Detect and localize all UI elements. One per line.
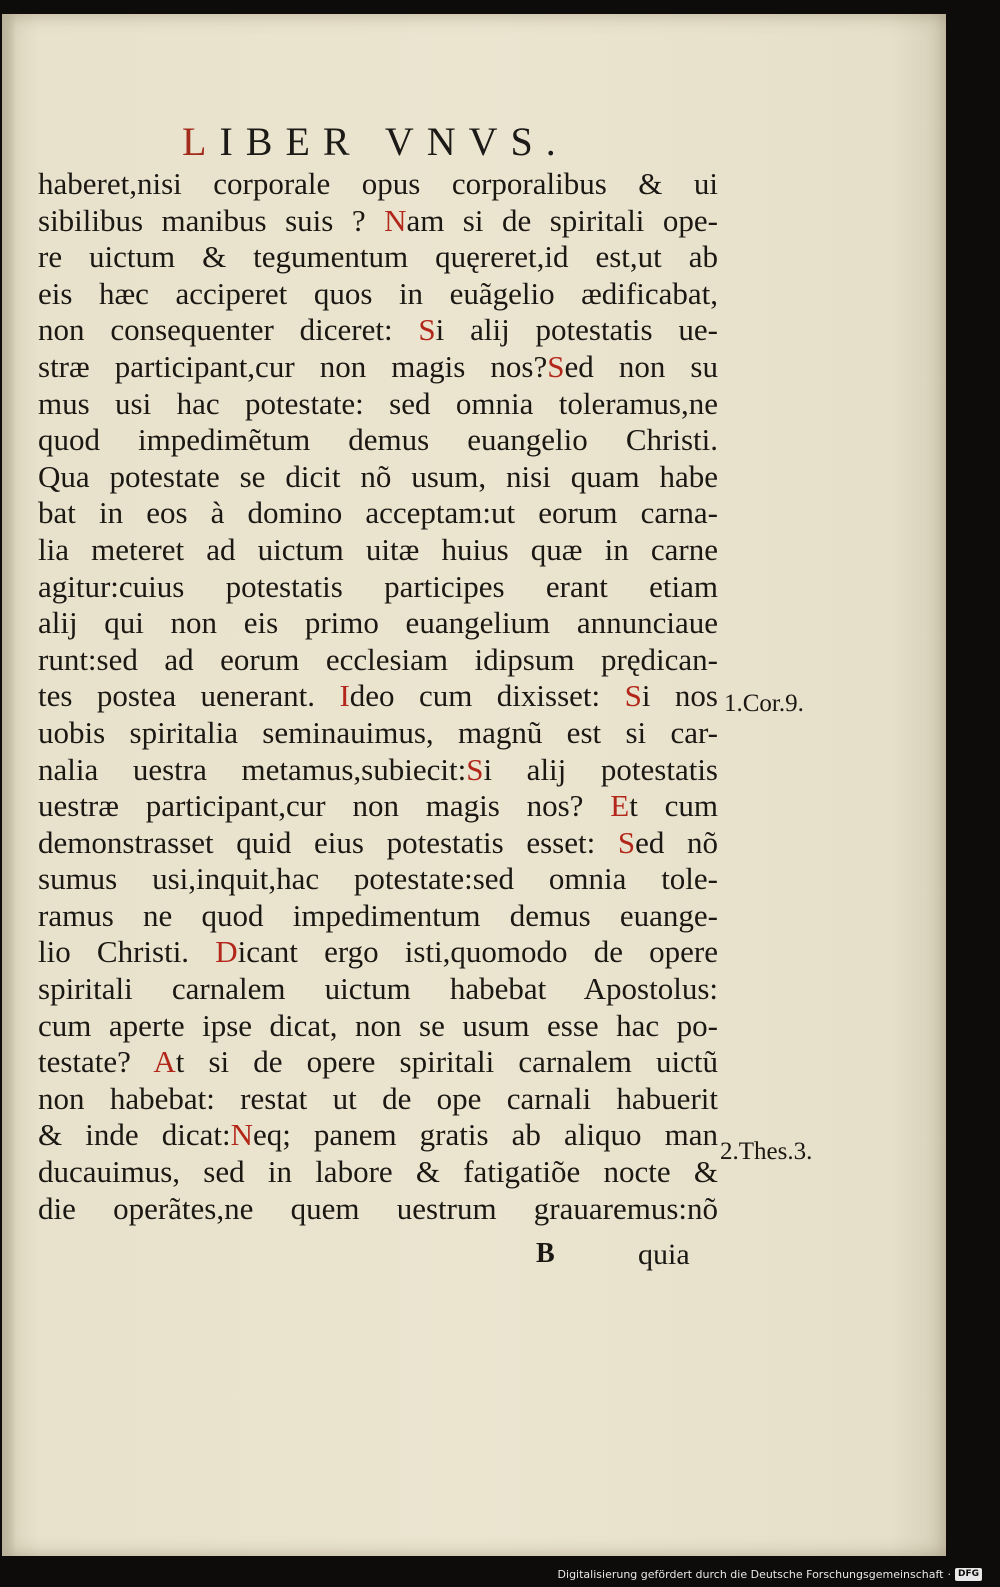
text-line — [38, 276, 718, 313]
text-segment: deo cum dixisset: — [349, 678, 625, 714]
text-line — [38, 239, 718, 276]
credit-separator: · — [947, 1568, 951, 1581]
running-head-text: IBER VNVS. — [219, 119, 569, 164]
text-line — [38, 166, 718, 203]
catchword: quia — [638, 1238, 690, 1271]
text-segment: lio Christi. — [38, 934, 216, 970]
text-line — [38, 715, 718, 752]
text-segment: t si de opere spiritali carnalem uictũ — [175, 1044, 718, 1080]
text-line — [38, 312, 718, 349]
text-segment: ed nõ — [635, 824, 718, 860]
text-segment: runt:sed ad eorum ecclesiam idipsum prędican- — [38, 641, 718, 677]
text-segment: nalia uestra metamus,subiecit: — [38, 751, 467, 787]
text-segment: quod impedimẽtum demus euangelio Christi. — [38, 422, 718, 458]
text-line — [38, 1191, 718, 1228]
text-segment: bat in eos à domino acceptam:ut eorum carna- — [38, 495, 718, 531]
text-segment: tes postea uenerant. — [38, 678, 340, 714]
text-line — [38, 678, 718, 715]
rubricated-initial: S — [617, 824, 636, 860]
text-line — [38, 752, 718, 789]
dfg-logo-icon: DFG — [955, 1568, 982, 1581]
rubricated-initial: S — [624, 678, 642, 714]
text-segment: stræ participant,cur non magis nos? — [38, 348, 548, 384]
text-segment: icant ergo isti,quomodo de opere — [237, 934, 718, 970]
text-segment: eq; panem gratis ab aliquo man — [252, 1117, 718, 1153]
text-segment: testate? — [38, 1044, 154, 1080]
running-head — [182, 119, 569, 164]
text-segment: demonstrasset quid eius potestatis esset: — [38, 824, 618, 860]
text-line — [38, 1154, 718, 1191]
text-line — [38, 459, 718, 496]
text-line — [38, 1044, 718, 1081]
text-line — [38, 422, 718, 459]
text-segment: alij qui non eis primo euangelium annunciaue — [38, 605, 718, 641]
text-segment: agitur:cuius potestatis participes erant etiam — [38, 568, 718, 604]
text-segment: & inde dicat: — [38, 1117, 231, 1153]
text-line — [38, 605, 718, 642]
text-segment: cum aperte ipse dicat, non se usum esse hac po- — [38, 1007, 718, 1043]
rubricated-initial: E — [610, 788, 630, 824]
rubricated-initial: D — [215, 934, 238, 970]
text-segment: ducauimus, sed in labore & fatigatiõe nocte & — [38, 1154, 718, 1190]
rubricated-initial: S — [466, 751, 484, 787]
text-segment: Qua potestate se dicit nõ usum, nisi quam habe — [38, 458, 718, 494]
text-line — [38, 569, 718, 606]
rubricated-initial: S — [547, 348, 565, 384]
text-line — [38, 386, 718, 423]
text-segment: haberet,nisi corporale opus corporalibus & ui — [38, 166, 718, 201]
signature-mark: B — [536, 1238, 555, 1269]
margin-note-cor: 1.Cor.9. — [724, 690, 804, 717]
text-segment: t cum — [629, 788, 718, 824]
text-segment: uobis spiritalia seminauimus, magnũ est si car- — [38, 714, 718, 750]
text-line — [38, 203, 718, 240]
text-line — [38, 861, 718, 898]
text-line — [38, 495, 718, 532]
text-segment: spiritali carnalem uictum habebat Apostolus: — [38, 971, 718, 1007]
text-segment: mus usi hac potestate: sed omnia toleramus,ne — [38, 385, 718, 421]
text-line — [38, 349, 718, 386]
text-line — [38, 898, 718, 935]
margin-note-thes: 2.Thes.3. — [720, 1138, 813, 1165]
text-segment: ed non su — [564, 348, 718, 384]
text-line — [38, 971, 718, 1008]
text-segment: i nos — [641, 678, 718, 714]
rubricated-initial: I — [339, 678, 350, 714]
text-segment: sumus usi,inquit,hac potestate:sed omnia tole- — [38, 861, 718, 897]
text-segment: uestræ participant,cur non magis nos? — [38, 788, 611, 824]
text-line — [38, 1081, 718, 1118]
text-segment: sibilibus manibus suis ? — [38, 202, 385, 238]
text-segment: die operãtes,ne quem uestrum grauaremus:nõ — [38, 1190, 718, 1226]
book-page — [2, 14, 946, 1556]
text-segment: re uictum & tegumentum quęreret,id est,ut ab — [38, 239, 718, 275]
text-line — [38, 1117, 718, 1154]
text-segment: non consequenter diceret: — [38, 312, 419, 348]
digitization-credit — [558, 1568, 982, 1581]
text-line — [38, 934, 718, 971]
text-segment: non habebat: restat ut de ope carnali habuerit — [38, 1080, 718, 1116]
text-segment: i alij potestatis ue- — [435, 312, 718, 348]
text-line — [38, 642, 718, 679]
rubricated-initial: S — [418, 312, 436, 348]
text-line — [38, 825, 718, 862]
text-segment: am si de spiritali ope- — [406, 202, 718, 238]
text-segment: i alij potestatis — [483, 751, 718, 787]
text-line — [38, 788, 718, 825]
rubricated-initial: N — [230, 1117, 253, 1153]
text-segment: lia meteret ad uictum uitæ huius quæ in carne — [38, 531, 718, 567]
running-head-initial: L — [182, 119, 220, 164]
text-block — [38, 166, 718, 1227]
page-gutter-shadow — [2, 14, 16, 1556]
text-line — [38, 1008, 718, 1045]
text-segment: ramus ne quod impedimentum demus euange- — [38, 897, 718, 933]
text-segment: eis hæc acciperet quos in euãgelio ædificabat, — [38, 275, 718, 311]
rubricated-initial: N — [384, 202, 407, 238]
text-line — [38, 532, 718, 569]
credit-text: Digitalisierung gefördert durch die Deutsche Forschungsgemeinschaft — [557, 1568, 944, 1581]
rubricated-initial: A — [153, 1044, 176, 1080]
